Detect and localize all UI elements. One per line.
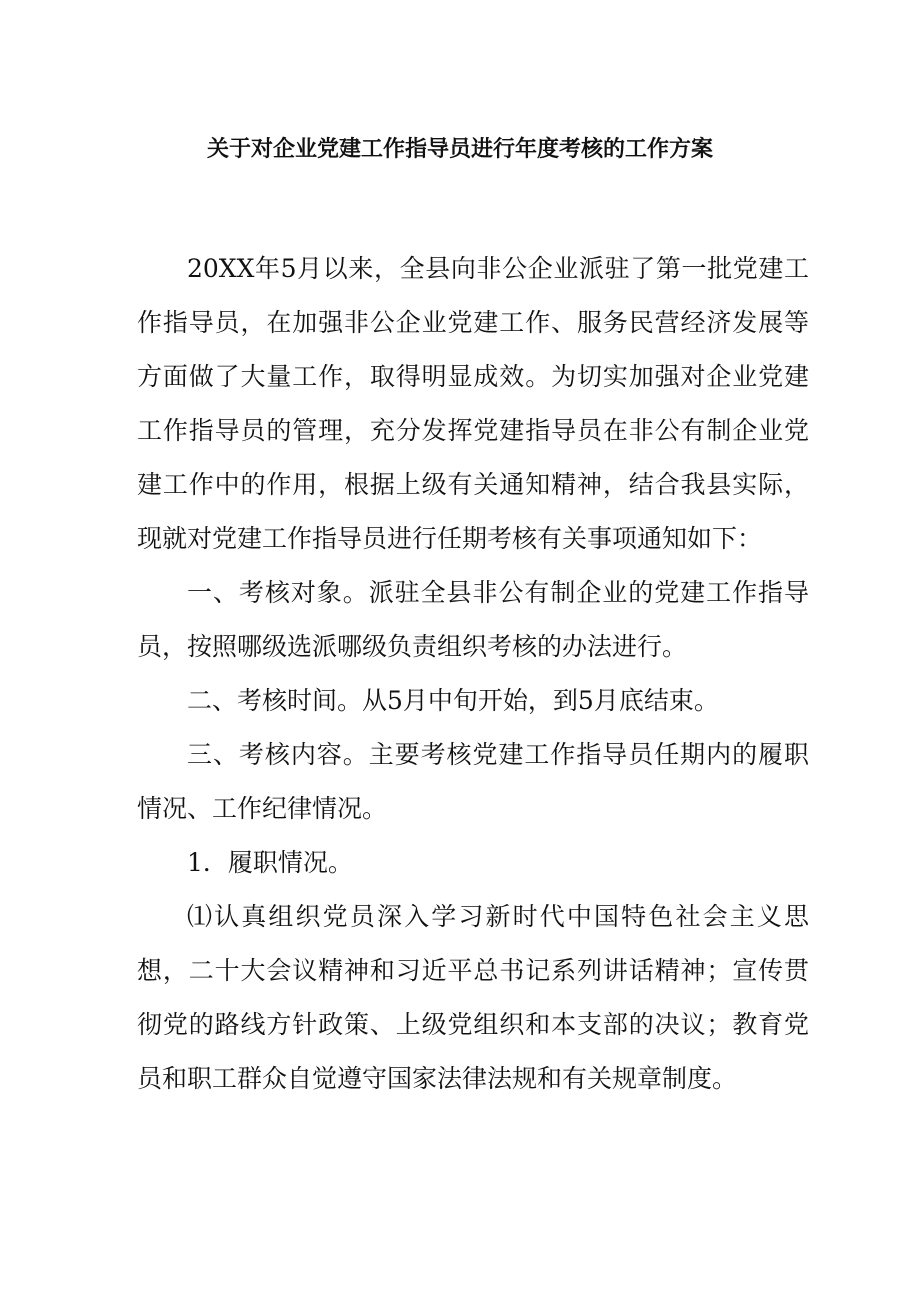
document-title: 关于对企业党建工作指导员进行年度考核的工作方案 [206,137,713,162]
paragraph-duty-heading: 1．履职情况。 [187,848,353,877]
paragraph-duty-item-1: ⑴认真组织党员深入学习新时代中国特色社会主义思想，二十大会议精神和习近平总书记系列讲话精神；宣传贯彻党的路线方针政策、上级党组织和本支部的决议；教育党员和职工群众自觉遵守国家法律法规和有关规章制度。 [137,902,809,1093]
paragraph-assessment-content: 三、考核内容。主要考核党建工作指导员任期内的履职情况、工作纪律情况。 [137,740,809,823]
paragraph-intro: 20XX年5月以来，全县向非公企业派驻了第一批党建工作指导员，在加强非公企业党建工作、服务民营经济发展等方面做了大量工作，取得明显成效。为切实加强对企业党建工作指导员的管理，充分发挥党建指导员在非公有制企业党建工作中的作用，根据上级有关通知精神，结合我县实际，现就对党建工作指导员进行任期考核有关事项通知如下： [137,254,809,553]
document-body [137,242,809,1106]
paragraph-assessment-target: 一、考核对象。派驻全县非公有制企业的党建工作指导员，按照哪级选派哪级负责组织考核的办法进行。 [137,578,809,661]
paragraph-assessment-time: 二、考核时间。从5月中旬开始，到5月底结束。 [187,686,719,715]
